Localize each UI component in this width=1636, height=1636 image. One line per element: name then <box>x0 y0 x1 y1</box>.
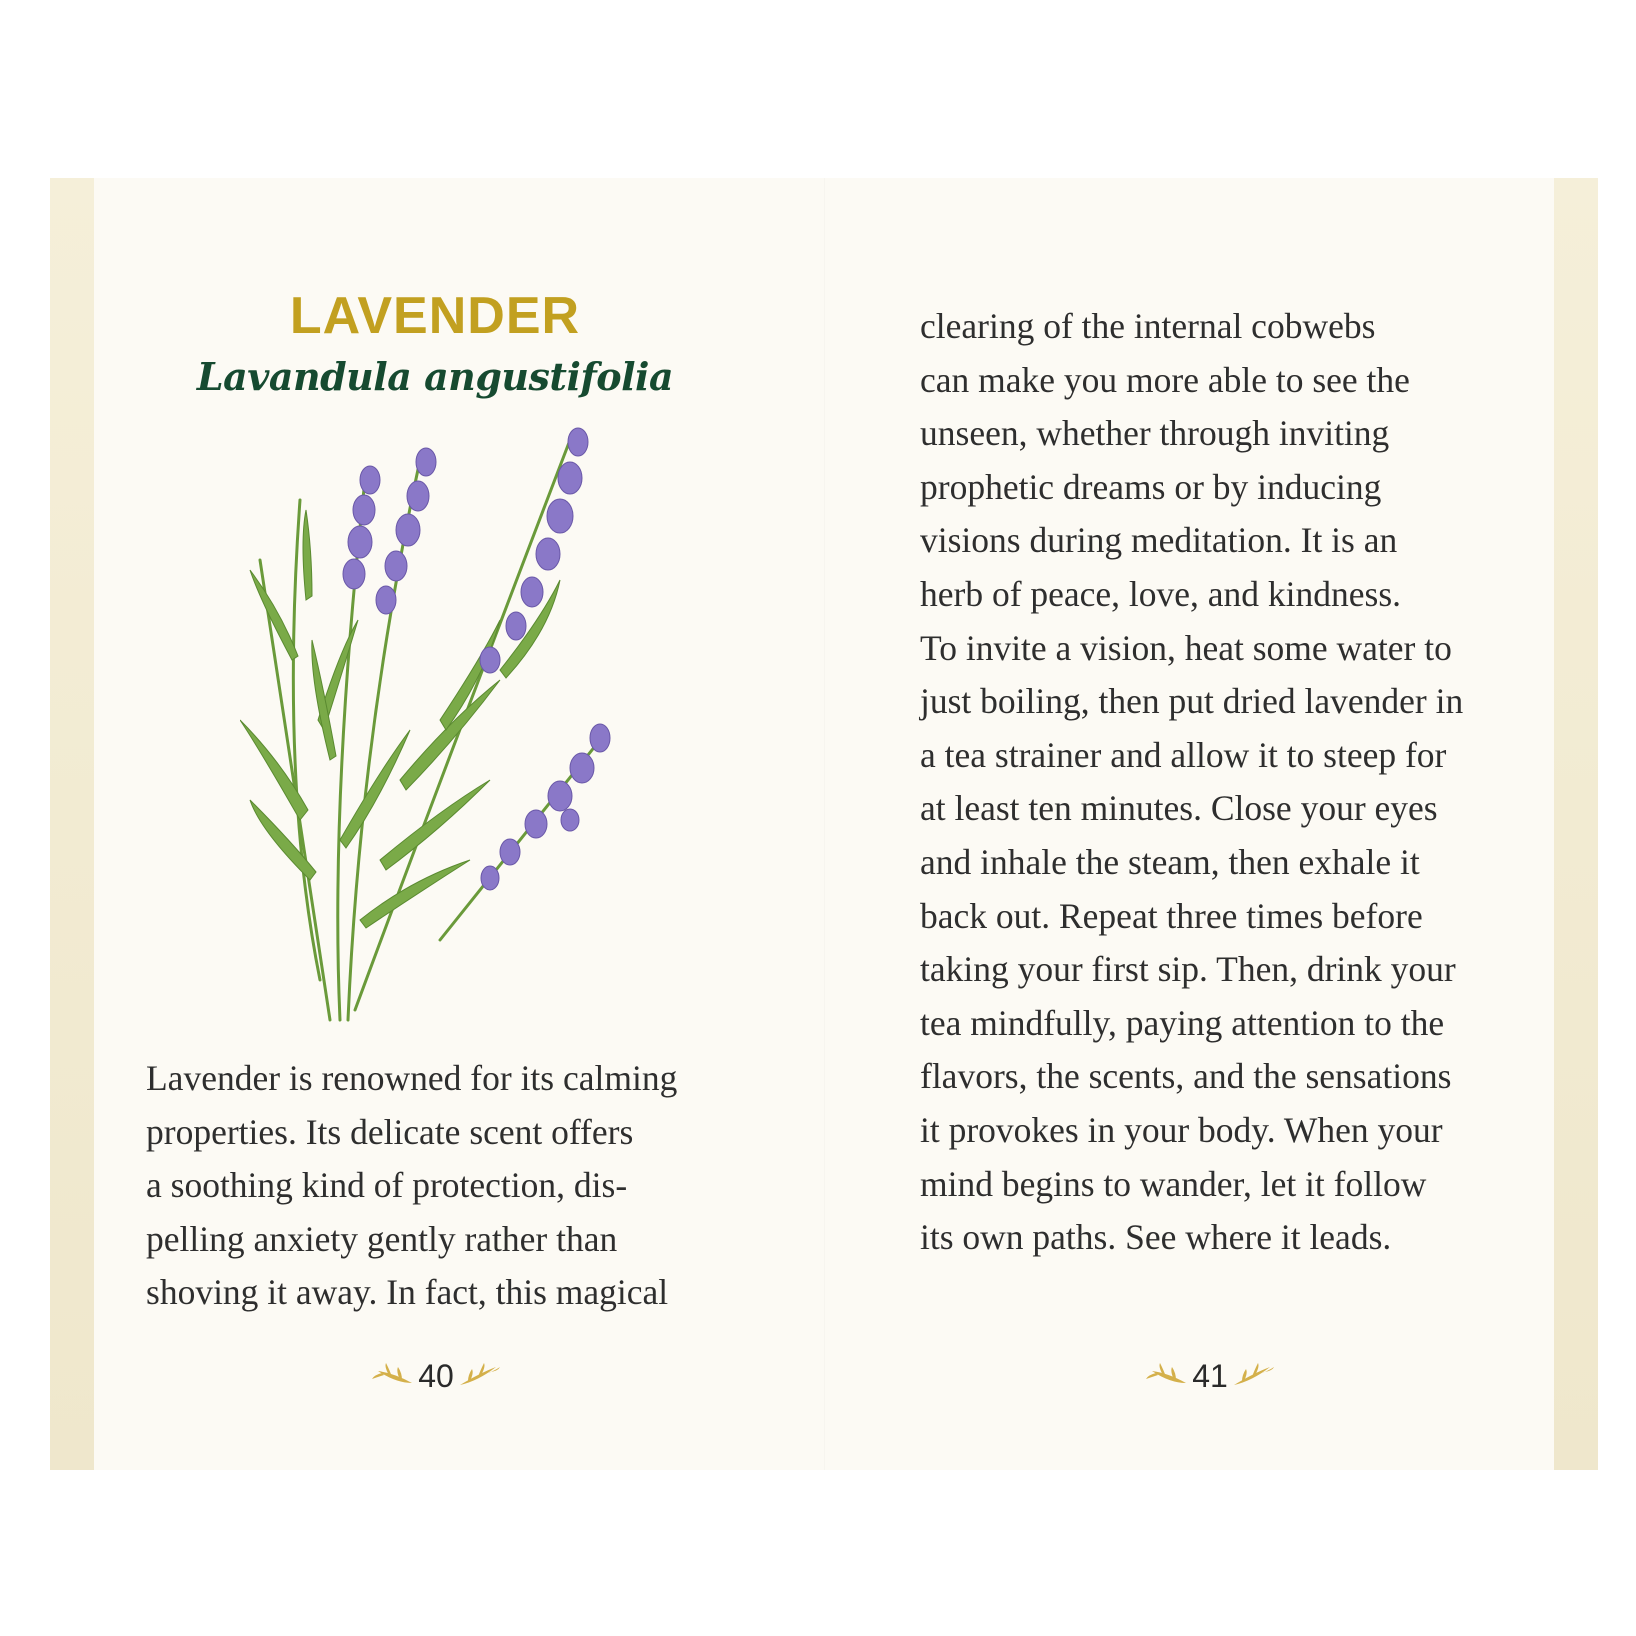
herb-latin-name: Lavandula angustifolia <box>196 354 674 399</box>
book-gutter <box>824 178 825 1470</box>
leaf-ornament-icon <box>460 1363 500 1389</box>
right-page-body: clearing of the internal cobwebs can make you more able to see the unseen, whether through inviting prophetic dreams or by inducing visions during meditation. It is an herb of peace, love, and kindness. To invite a vision, heat some water to just boiling, then put dried lavender in a tea strainer and allow it to steep for at least ten minutes. Close your eyes and inhale the steam, then exhale it back out. Repeat three times before taking your first sip. Then, drink your tea mindfully, paying attention to the flavors, the scents, and the sensations it provokes in your body. When your mind begins to wander, let it follow its own paths. See where it leads. <box>920 306 1464 1258</box>
page-number-right <box>1110 1356 1310 1396</box>
lavender-illustration <box>240 420 660 1060</box>
left-page-body: Lavender is renowned for its calming properties. Its delicate scent offers a soothing kind of protection, dis- pelling anxiety gently rather than shoving it away. In fact, this magical <box>146 1058 678 1313</box>
lavender-stems <box>260 440 600 1020</box>
leaf-ornament-icon <box>1234 1363 1274 1389</box>
page-number-41: 41 <box>1192 1358 1228 1394</box>
page-number-40: 40 <box>418 1358 454 1394</box>
page-number-left <box>336 1356 536 1396</box>
leaf-ornament-icon <box>372 1363 412 1389</box>
leaf-ornament-icon <box>1146 1363 1186 1389</box>
herb-title: LAVENDER <box>289 287 581 345</box>
